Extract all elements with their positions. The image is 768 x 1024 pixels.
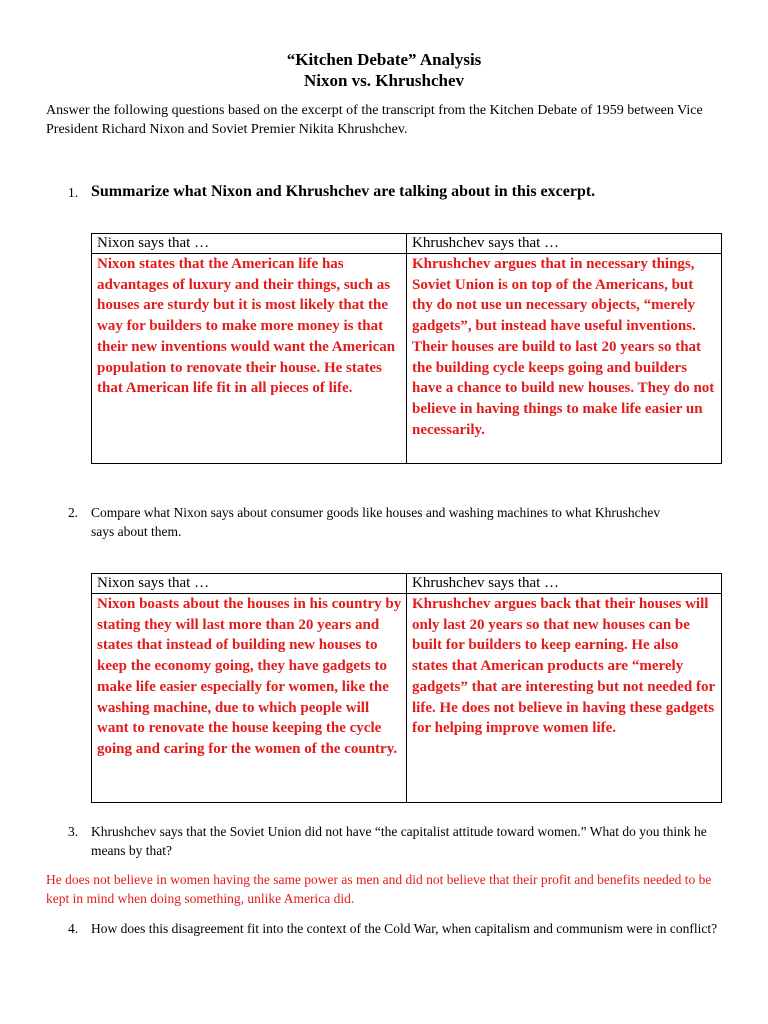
answer-cell-khrushchev[interactable]: Khrushchev argues that in necessary things, Soviet Union is on top of the Americans, but thy do not use un necessary objects, “merely gadgets”, but instead have useful inventions. Their houses are build to last 20 years so that the building cycle keeps going and builders have a chance to build new houses. They do not believe in having things to make life easier un necessarily. [407,254,722,464]
question-text: Compare what Nixon says about consumer goods like houses and washing machines to what Khrushchev says about them. [91,505,661,539]
question-2 [68,503,668,541]
table-header-khrushchev: Khrushchev says that … [407,234,722,254]
question-text: How does this disagreement fit into the context of the Cold War, when capitalism and communism were in conflict? [91,921,718,936]
answer-cell-nixon[interactable]: Nixon boasts about the houses in his country by stating they will last more than 20 years and states that instead of building new houses to keep the economy going, they have gadgets to make life easier especially for women, like the washing machine, due to which people will want to renovate the house keeping the cycle going and caring for the women of the country. [92,594,407,803]
question-number: 3. [68,824,79,839]
table-header-khrushchev: Khrushchev says that … [407,574,722,594]
answer-text-3[interactable]: He does not believe in women having the same power as men and did not believe that their profit and benefits needed to be kept in mind when doing something, unlike America did. [46,872,712,906]
answer-cell-khrushchev[interactable]: Khrushchev argues back that their houses will only last 20 years so that new houses can be built for builders to keep earning. He also states that American products are “merely gadgets” that are interesting but not needed for life. He does not believe in having these gadgets for helping improve women life. [407,594,722,803]
question-number: 4. [68,921,79,936]
question-text: Summarize what Nixon and Khrushchev are talking about in this excerpt. [91,183,596,200]
question-4 [68,919,728,938]
table-header-nixon: Nixon says that … [92,574,407,594]
instructions: Answer the following questions based on the excerpt of the transcript from the Kitchen Debate of 1959 between Vice President Richard Nixon and Soviet Premier Nikita Khrushchev. [46,103,703,137]
answer-table-2 [91,573,722,803]
document-subtitle: Nixon vs. Khrushchev [303,71,465,90]
question-number: 1. [68,185,79,200]
answer-table-1 [91,233,722,464]
question-text: Khrushchev says that the Soviet Union did not have “the capitalist attitude toward women.” What do you think he means by that? [91,824,707,858]
table-header-nixon: Nixon says that … [92,234,407,254]
question-number: 2. [68,505,79,520]
answer-cell-nixon[interactable]: Nixon states that the American life has advantages of luxury and their things, such as houses are sturdy but it is most likely that the way for builders to make more money is that their new inventions would want the American population to renovate their house. He states that American life fit in all pieces of life. [92,254,407,464]
question-3 [68,822,708,860]
question-1 [68,182,708,201]
document-title: “Kitchen Debate” Analysis [286,50,482,69]
